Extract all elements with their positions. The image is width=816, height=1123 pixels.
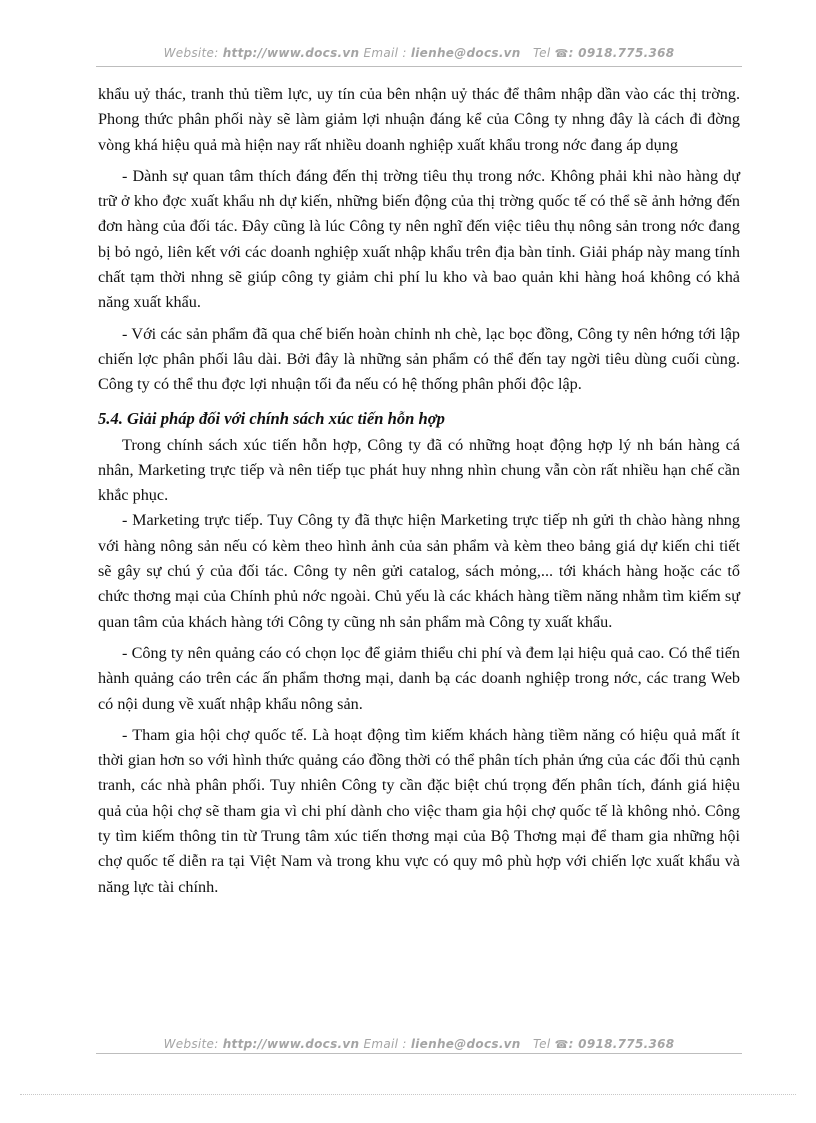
paragraph-1: khẩu uỷ thác, tranh thủ tiềm lực, uy tín của bên nhận uỷ thác để thâm nhập dần vào các thị trờng. Phong thức phân phối này sẽ làm giảm lợi nhuận đáng kể của Công ty nhng đây là cách đi đờng vòng khá hiệu quả mà hiện nay rất nhiều doanh nghiệp xuất khẩu trong nớc đang áp dụng bbox=[98, 85, 740, 154]
header-email[interactable]: lienhe@docs.vn bbox=[410, 46, 521, 60]
section-heading: 5.4. Giải pháp đối với chính sách xúc tiến hỗn hợp bbox=[98, 408, 445, 428]
phone-icon: ☎ bbox=[554, 47, 569, 60]
header-divider bbox=[96, 66, 742, 67]
footer-divider bbox=[96, 1053, 742, 1054]
header-site-label: Website: bbox=[163, 46, 223, 60]
footer-site-url[interactable]: http://www.docs.vn bbox=[222, 1037, 360, 1051]
document-body bbox=[98, 82, 740, 900]
page-footer bbox=[96, 1037, 742, 1051]
page-bottom-divider bbox=[20, 1094, 796, 1095]
page-header bbox=[96, 46, 742, 60]
footer-email-label: Email : bbox=[363, 1037, 411, 1051]
paragraph-2: - Dành sự quan tâm thích đáng đến thị trờng tiêu thụ trong nớc. Không phải khi nào hàng dự trữ ở kho đợc xuất khẩu nh dự kiến, những biến động của thị trờng quốc tế có thể sẽ ảnh hởng đến đơn hàng của đối tác. Đây cũng là lúc Công ty nên nghĩ đến việc tiêu thụ nông sản trong nớc đang bị bỏ ngỏ, liên kết với các doanh nghiệp xuất nhập khẩu trên địa bàn tỉnh. Giải pháp này mang tính chất tạm thời nhng sẽ giúp công ty giảm chi phí lu kho và bao quản khi hàng hoá không có khả năng xuất khẩu. bbox=[98, 166, 740, 312]
paragraph-7: - Tham gia hội chợ quốc tế. Là hoạt động tìm kiếm khách hàng tiềm năng có hiệu quả mất ít thời gian hơn so với hình thức quảng cáo đồng thời có thể phân tích phản ứng của các đối thủ cạnh tranh, các nhà phân phối. Tuy nhiên Công ty cần đặc biệt chú trọng đến phân tích, đánh giá hiệu quả của hội chợ sẽ tham gia vì chi phí dành cho việc tham gia hội chợ quốc tế là không nhỏ. Công ty tìm kiếm thông tin từ Trung tâm xúc tiến thơng mại của Bộ Thơng mại để tham gia những hội chợ quốc tế diễn ra tại Việt Nam và trong khu vực có quy mô phù hợp với chiến lợc xuất khẩu và năng lực tài chính. bbox=[98, 725, 740, 896]
footer-email[interactable]: lienhe@docs.vn bbox=[410, 1037, 521, 1051]
paragraph-4: Trong chính sách xúc tiến hỗn hợp, Công ty đã có những hoạt động hợp lý nh bán hàng cá nhân, Marketing trực tiếp và nên tiếp tục phát huy nhng nhìn chung vẫn còn rất nhiều hạn chế cần khắc phục. bbox=[98, 435, 740, 505]
paragraph-3: - Với các sản phẩm đã qua chế biến hoàn chỉnh nh chè, lạc bọc đồng, Công ty nên hớng tới lập chiến lợc phân phối lâu dài. Bởi đây là những sản phẩm có thể đến tay ngời tiêu dùng cuối cùng. Công ty có thể thu đợc lợi nhuận tối đa nếu có hệ thống phân phối độc lập. bbox=[98, 324, 740, 394]
header-phone: : 0918.775.368 bbox=[568, 46, 675, 60]
header-email-label: Email : bbox=[363, 46, 411, 60]
footer-phone: : 0918.775.368 bbox=[568, 1037, 675, 1051]
footer-site-label: Website: bbox=[163, 1037, 223, 1051]
paragraph-6: - Công ty nên quảng cáo có chọn lọc để giảm thiểu chi phí và đem lại hiệu quả cao. Có thể tiến hành quảng cáo trên các ấn phẩm thơng mại, danh bạ các doanh nghiệp trong nớc, các trang Web có nội dung về xuất nhập khẩu nông sản. bbox=[98, 643, 740, 713]
header-site-url[interactable]: http://www.docs.vn bbox=[222, 46, 360, 60]
header-tel-label: Tel bbox=[533, 46, 551, 60]
paragraph-5: - Marketing trực tiếp. Tuy Công ty đã thực hiện Marketing trực tiếp nh gửi th chào hàng nhng với hàng nông sản nếu có kèm theo hình ảnh của sản phẩm và kèm theo bảng giá dự kiến chi tiết sẽ gây sự chú ý của đối tác. Công ty nên gửi catalog, sách mỏng,... tới khách hàng hoặc các tổ chức thơng mại của Chính phủ nớc ngoài. Chủ yếu là các khách hàng tiềm năng nhằm tìm kiếm sự quan tâm của khách hàng tới Công ty cũng nh sản phẩm mà Công ty xuất khẩu. bbox=[98, 511, 740, 631]
footer-tel-label: Tel bbox=[533, 1037, 551, 1051]
phone-icon: ☎ bbox=[554, 1038, 569, 1051]
